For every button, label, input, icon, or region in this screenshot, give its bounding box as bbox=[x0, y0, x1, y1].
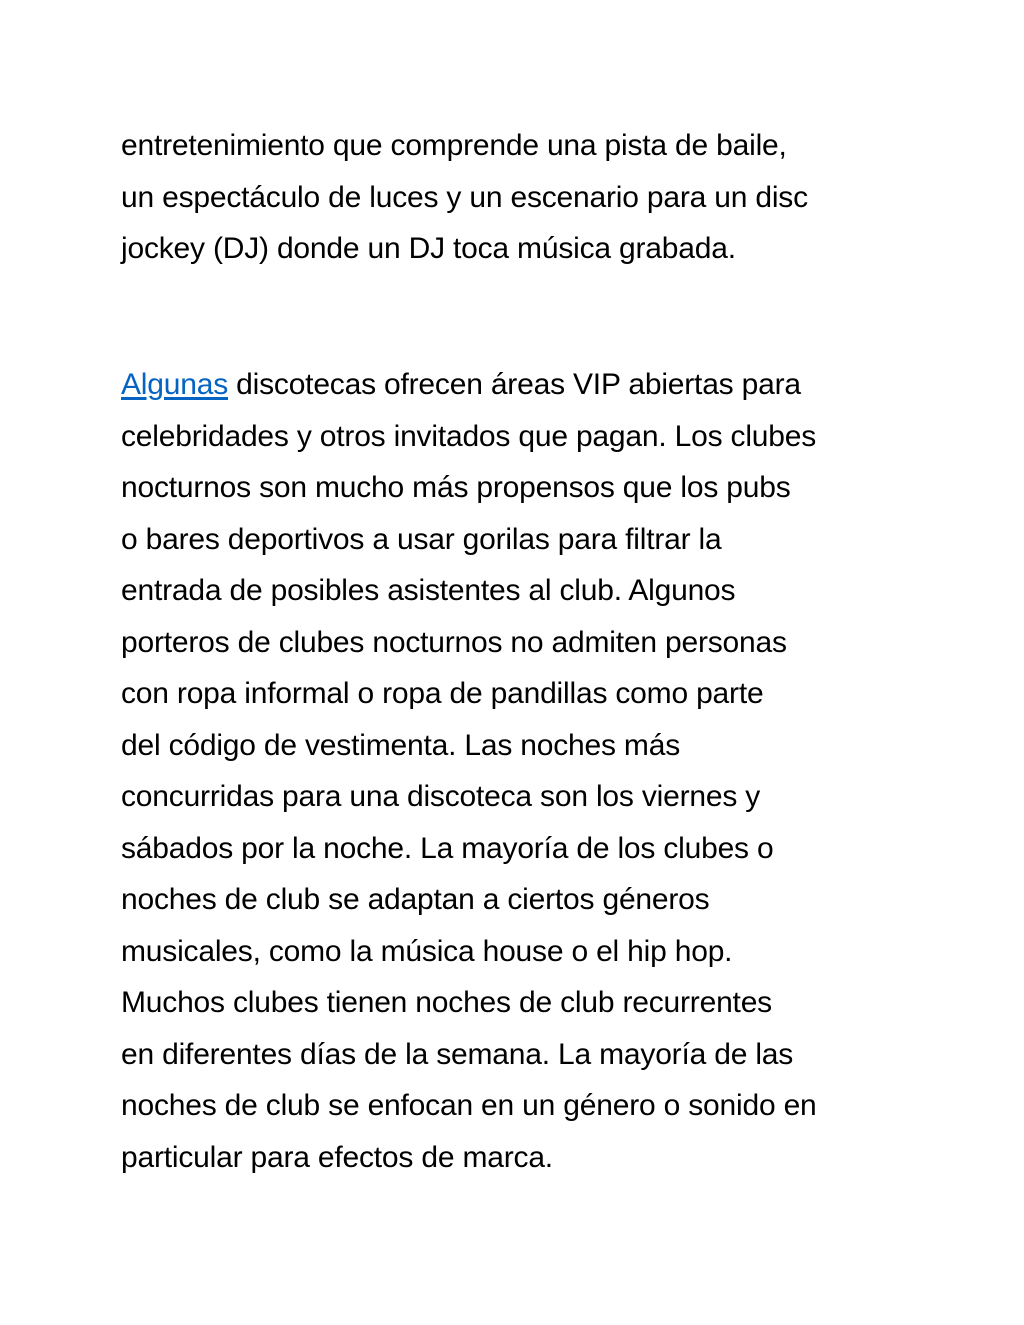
first-line-text: discotecas ofrecen áreas VIP abiertas para bbox=[228, 368, 801, 401]
paragraph-line: noches de club se enfocan en un género o sonido en bbox=[121, 1089, 817, 1122]
paragraph-intro bbox=[121, 120, 921, 275]
paragraph-line: sábados por la noche. La mayoría de los clubes o bbox=[121, 831, 774, 865]
paragraph-line: porteros de clubes nocturnos no admiten personas bbox=[121, 625, 787, 659]
paragraph-line: musicales, como la música house o el hip hop. bbox=[121, 934, 733, 968]
paragraph-line: particular para efectos de marca. bbox=[121, 1140, 553, 1174]
algunas-link[interactable]: Algunas bbox=[121, 368, 229, 401]
paragraph-line: en diferentes días de la semana. La mayoría de las bbox=[121, 1037, 794, 1071]
paragraph-line: concurridas para una discoteca son los viernes y bbox=[121, 780, 761, 813]
paragraph-line: entretenimiento que comprende una pista de baile, bbox=[121, 129, 787, 162]
paragraph-line: con ropa informal o ropa de pandillas como parte bbox=[121, 677, 764, 710]
paragraph-line: celebridades y otros invitados que pagan. Los clubes bbox=[121, 419, 817, 453]
paragraph-line: entrada de posibles asistentes al club. Algunos bbox=[121, 574, 736, 607]
paragraph-line: del código de vestimenta. Las noches más bbox=[121, 728, 680, 762]
paragraph-line: noches de club se adaptan a ciertos géneros bbox=[121, 883, 710, 916]
paragraph-line: jockey (DJ) donde un DJ toca música grabada. bbox=[121, 232, 736, 265]
paragraph-body bbox=[121, 359, 921, 1183]
paragraph-first-line bbox=[121, 359, 921, 411]
paragraph-line: un espectáculo de luces y un escenario para un disc bbox=[121, 180, 808, 214]
paragraph-line: nocturnos son mucho más propensos que los pubs bbox=[121, 471, 791, 504]
paragraph-line: Muchos clubes tienen noches de club recurrentes bbox=[121, 986, 772, 1019]
paragraph-line: o bares deportivos a usar gorilas para filtrar la bbox=[121, 522, 722, 556]
